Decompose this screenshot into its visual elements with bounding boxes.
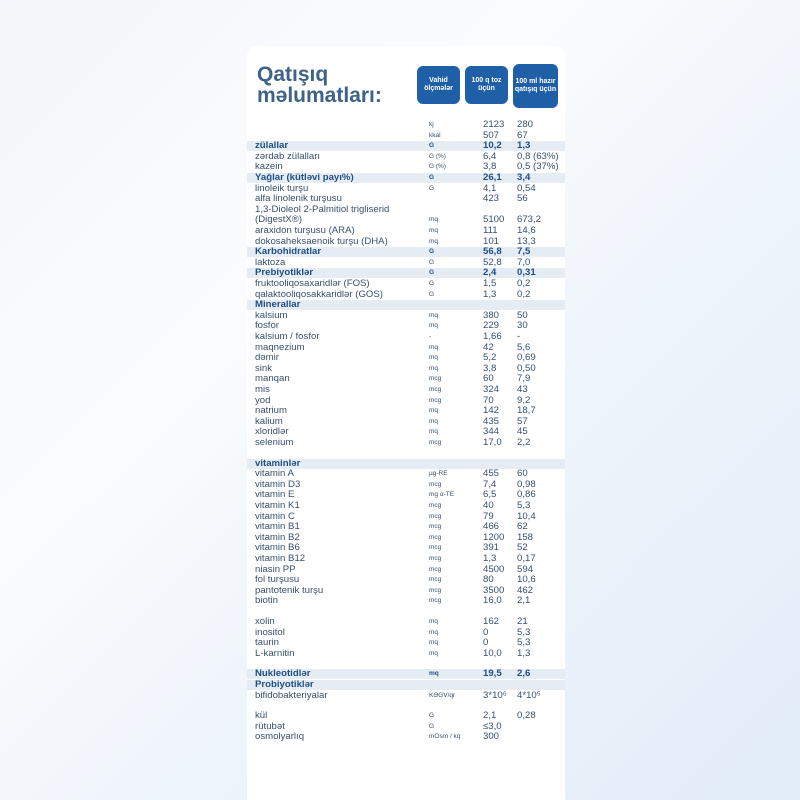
- table-row: [247, 406, 565, 416]
- row-label: natrium: [255, 405, 287, 417]
- row-value-100ml: 30: [517, 320, 528, 332]
- row-value-100g: 3*10⁶: [483, 689, 507, 701]
- section-row: [247, 680, 565, 690]
- row-value-100ml: 0,8 (63%): [517, 150, 559, 162]
- row-value-100g: 455: [483, 468, 500, 480]
- row-value-100g: 101: [483, 235, 500, 247]
- row-unit: mq: [429, 364, 439, 372]
- row-label: bifidobakteriyalar: [255, 689, 328, 701]
- row-value-100g: 0: [483, 637, 489, 649]
- row-value-100g: 10,0: [483, 647, 502, 659]
- row-label: linoleik turşu: [255, 182, 309, 194]
- row-value-100g: 466: [483, 521, 500, 533]
- table-row: [247, 596, 565, 606]
- table-row: [247, 343, 565, 353]
- row-unit: mq: [429, 618, 439, 625]
- row-label: zülallar: [255, 140, 289, 152]
- row-label: vitamin E: [255, 489, 295, 501]
- row-unit: mq: [429, 407, 439, 415]
- row-value-100g: 17,0: [483, 437, 502, 448]
- table-row: [247, 533, 565, 543]
- row-label: Prebiyotiklər: [255, 267, 314, 279]
- row-value-100g: 6,5: [483, 489, 497, 501]
- row-value-100ml: 158: [517, 531, 534, 543]
- row-value-100g: 324: [483, 384, 500, 395]
- row-unit: mq: [429, 227, 439, 234]
- row-unit: G (%): [429, 163, 446, 171]
- table-row: [247, 711, 565, 721]
- row-unit: mcg: [429, 512, 442, 520]
- table-row: [247, 237, 565, 247]
- table-row: [247, 554, 565, 564]
- row-value-100g: 111: [483, 225, 498, 236]
- row-label: Yağlar (kütləvi payı%): [255, 172, 354, 183]
- row-unit: mq: [429, 311, 439, 319]
- row-unit: mcg: [429, 565, 442, 573]
- table-row: [247, 205, 565, 215]
- row-unit: mcg: [429, 533, 442, 541]
- row-value-100g: 1,5: [483, 278, 497, 289]
- row-value-100g: 70: [483, 394, 494, 406]
- row-value-100g: 142: [483, 405, 500, 417]
- row-unit: kj: [429, 121, 434, 128]
- row-value-100ml: 43: [517, 384, 528, 395]
- column-header-100ml: 100 ml hazır qatışıq üçün: [513, 64, 558, 108]
- table-row: [247, 162, 565, 172]
- table-row: [247, 480, 565, 490]
- row-value-100g: 507: [483, 129, 500, 141]
- page-title: [257, 64, 382, 106]
- row-label: fol turşusu: [255, 574, 300, 586]
- row-label: taurin: [255, 637, 279, 649]
- row-value-100g: 344: [483, 426, 500, 438]
- row-value-100ml: 10,6: [517, 574, 536, 586]
- table-row: [247, 374, 565, 384]
- row-value-100g: 2,1: [483, 710, 497, 722]
- row-value-100g: 229: [483, 320, 500, 332]
- row-label: selenium: [255, 437, 294, 448]
- row-label: araxidon turşusu (ARA): [255, 225, 355, 236]
- row-value-100g: 3,8: [483, 161, 497, 173]
- table-row: [247, 258, 565, 268]
- row-value-100ml: 0,86: [517, 489, 536, 501]
- table-row: [247, 722, 565, 732]
- row-value-100g: 5,2: [483, 352, 497, 364]
- row-value-100ml: 45: [517, 426, 528, 438]
- row-label: Karbohidratlar: [255, 246, 322, 258]
- row-value-100ml: 0,2: [517, 288, 531, 300]
- table-row: [247, 438, 565, 448]
- row-value-100g: 4,1: [483, 182, 497, 194]
- section-row: [247, 300, 565, 310]
- table-row: [247, 131, 565, 141]
- row-value-100g: 2123: [483, 119, 505, 130]
- table-row: [247, 617, 565, 627]
- row-value-100ml: 18,7: [517, 405, 536, 417]
- row-unit: G: [429, 184, 435, 192]
- row-value-100ml: 2,2: [517, 437, 531, 448]
- row-unit: -: [429, 333, 432, 340]
- row-unit: mOsm / kq: [429, 733, 461, 741]
- row-label: manqan: [255, 373, 290, 385]
- row-label: (DigestX®): [255, 214, 303, 226]
- table-row: [247, 290, 565, 300]
- row-value-100ml: 62: [517, 521, 528, 533]
- row-value-100ml: 60: [517, 468, 528, 480]
- table-row: [247, 152, 565, 162]
- row-value-100ml: 673,2: [517, 214, 542, 226]
- row-unit: G: [429, 174, 435, 181]
- row-value-100ml: -: [517, 331, 521, 342]
- row-label: osmolyarlıq: [255, 731, 305, 743]
- row-value-100ml: 4*10⁵: [517, 689, 541, 701]
- table-row: [247, 184, 565, 194]
- row-unit: G: [429, 722, 435, 730]
- row-value-100g: 1,3: [483, 288, 497, 300]
- row-label: maqnezium: [255, 341, 305, 353]
- row-label: inositol: [255, 626, 285, 638]
- row-unit: G: [429, 248, 435, 256]
- row-label: vitamin B1: [255, 521, 300, 533]
- row-value-100g: 10,2: [483, 140, 502, 152]
- row-unit: mq: [429, 428, 439, 436]
- table-row: [247, 353, 565, 363]
- row-value-100g: 391: [483, 542, 500, 554]
- table-row: [247, 120, 565, 130]
- row-value-100ml: 0,2: [517, 278, 531, 289]
- table-row: [247, 226, 565, 236]
- row-value-100ml: 1,3: [517, 140, 531, 152]
- table-row: [247, 321, 565, 331]
- row-value-100ml: 462: [517, 584, 534, 596]
- row-label: sink: [255, 362, 273, 374]
- row-value-100g: 56,8: [483, 246, 502, 258]
- row-label: L-karnitin: [255, 647, 295, 659]
- row-value-100ml: 0,50: [517, 362, 536, 374]
- row-value-100ml: 50: [517, 309, 528, 321]
- row-value-100g: 42: [483, 341, 494, 353]
- row-unit: G: [429, 290, 435, 298]
- section-row: [247, 459, 565, 469]
- row-unit: G: [429, 269, 435, 277]
- row-value-100ml: 0,5 (37%): [517, 161, 559, 173]
- row-value-100ml: 0,69: [517, 352, 536, 364]
- table-row: [247, 279, 565, 289]
- row-label: yod: [255, 394, 271, 406]
- row-unit: mcg: [429, 555, 442, 562]
- row-value-100g: 40: [483, 500, 494, 511]
- row-value-100ml: 0,54: [517, 182, 536, 194]
- row-label: rütubət: [255, 720, 285, 732]
- row-value-100g: 1,66: [483, 331, 502, 342]
- nutrition-card: [247, 46, 565, 800]
- table-row: [247, 215, 565, 225]
- row-unit: mq: [429, 649, 439, 657]
- row-unit: G: [429, 280, 435, 287]
- table-row: [247, 311, 565, 321]
- row-value-100g: 6,4: [483, 150, 497, 162]
- row-unit: mcg: [429, 502, 442, 509]
- row-value-100ml: 7,5: [517, 246, 531, 258]
- table-row: [247, 586, 565, 596]
- row-value-100g: 300: [483, 731, 500, 743]
- row-value-100g: 380: [483, 309, 500, 321]
- row-label: fruktooliqosaxaridlər (FOS): [255, 278, 370, 289]
- row-unit: mq: [429, 354, 439, 362]
- row-unit: mq: [429, 628, 439, 636]
- row-unit: mq: [429, 417, 439, 425]
- row-label: vitaminlər: [255, 457, 301, 469]
- row-value-100ml: 13,3: [517, 235, 536, 247]
- row-label: Nukleotidlər: [255, 668, 311, 680]
- row-value-100g: 1200: [483, 531, 505, 543]
- table-row: [247, 522, 565, 532]
- row-value-100ml: 0,17: [517, 553, 536, 564]
- row-value-100g: ≤3,0: [483, 720, 502, 732]
- row-value-100g: 16,0: [483, 595, 502, 607]
- table-row: [247, 543, 565, 553]
- row-value-100g: 162: [483, 616, 500, 627]
- row-label: kül: [255, 710, 268, 722]
- row-unit: mcg: [429, 396, 442, 404]
- row-value-100ml: 0,31: [517, 267, 536, 279]
- row-value-100ml: 2,1: [517, 595, 531, 607]
- row-label: biotin: [255, 595, 278, 607]
- row-value-100ml: 9,2: [517, 394, 531, 406]
- row-value-100g: 52,8: [483, 256, 502, 268]
- row-value-100ml: 5,3: [517, 626, 531, 638]
- row-unit: mq: [429, 639, 439, 647]
- row-unit: mcg: [429, 480, 442, 488]
- table-row: [247, 501, 565, 511]
- row-value-100ml: 0,98: [517, 478, 536, 490]
- row-label: fosfor: [255, 320, 279, 332]
- title-line-1: Qatışıq: [257, 63, 329, 86]
- row-unit: mcg: [429, 586, 442, 594]
- row-label: pantotenik turşu: [255, 584, 324, 596]
- row-unit: mcg: [429, 386, 442, 393]
- row-value-100ml: 2,6: [517, 668, 531, 680]
- row-value-100ml: 1,3: [517, 647, 531, 659]
- column-header-100g: 100 q toz üçün: [465, 66, 508, 104]
- row-unit: mcg: [429, 523, 442, 531]
- row-value-100g: 26,1: [483, 172, 502, 183]
- row-label: dəmir: [255, 352, 279, 364]
- row-label: laktoza: [255, 256, 286, 268]
- row-label: Probiyotiklər: [255, 679, 314, 690]
- title-line-2: məlumatları:: [257, 84, 382, 107]
- row-label: alfa linolenik turşusu: [255, 193, 342, 205]
- row-unit: mcg: [429, 576, 442, 584]
- row-label: 1,3-Dioleol 2-Palmitiol trigliserid: [255, 203, 390, 215]
- row-value-100g: 435: [483, 415, 500, 427]
- row-value-100ml: 280: [517, 119, 534, 130]
- table-row: [247, 512, 565, 522]
- row-unit: KƏGV/qr: [429, 691, 456, 699]
- row-value-100g: 5100: [483, 214, 505, 226]
- row-label: Minerallar: [255, 299, 301, 311]
- row-value-100ml: 21: [517, 616, 528, 627]
- row-label: kazein: [255, 161, 283, 173]
- row-label: vitamin A: [255, 468, 294, 480]
- row-value-100g: 2,4: [483, 267, 497, 279]
- row-value-100ml: 3,4: [517, 172, 531, 183]
- row-unit: G: [429, 712, 435, 720]
- row-label: xloridlər: [255, 426, 289, 438]
- row-value-100ml: 10,4: [517, 510, 536, 522]
- row-value-100ml: 56: [517, 193, 528, 205]
- row-label: kalsium: [255, 309, 288, 321]
- row-unit: G (%): [429, 152, 446, 160]
- row-value-100g: 79: [483, 510, 494, 522]
- row-value-100ml: 57: [517, 415, 528, 427]
- row-value-100g: 60: [483, 373, 494, 385]
- row-value-100ml: 0,28: [517, 710, 536, 722]
- row-unit: mq: [429, 237, 439, 245]
- table-row: [247, 490, 565, 500]
- row-label: vitamin B12: [255, 553, 306, 564]
- row-label: vitamin K1: [255, 500, 300, 511]
- row-label: kalsium / fosfor: [255, 331, 320, 342]
- row-value-100g: 3500: [483, 584, 505, 596]
- row-value-100ml: 5,3: [517, 500, 531, 511]
- row-value-100ml: 5,3: [517, 637, 531, 649]
- row-unit: G: [429, 258, 435, 266]
- row-value-100g: 19,5: [483, 668, 502, 680]
- table-row: [247, 691, 565, 701]
- row-label: qalaktooliqosakkaridlər (GOS): [255, 288, 383, 300]
- row-unit: kkal: [429, 131, 441, 139]
- section-row: [247, 141, 565, 151]
- table-row: [247, 364, 565, 374]
- row-value-100g: 7,4: [483, 478, 497, 490]
- table-row: [247, 649, 565, 659]
- row-value-100ml: 7,0: [517, 256, 531, 268]
- row-value-100ml: 594: [517, 563, 534, 575]
- row-value-100g: 423: [483, 193, 500, 205]
- row-label: dokosaheksaenoik turşu (DHA): [255, 235, 388, 247]
- row-value-100g: 4500: [483, 563, 505, 575]
- section-row: [247, 247, 565, 257]
- row-unit: mg α-TE: [429, 491, 455, 499]
- table-row: [247, 565, 565, 575]
- row-unit: µg-RE: [429, 470, 448, 478]
- row-value-100g: 1,3: [483, 553, 497, 564]
- table-row: [247, 417, 565, 427]
- table-row: [247, 469, 565, 479]
- section-row: [247, 173, 565, 183]
- table-row: [247, 385, 565, 395]
- row-value-100g: 0: [483, 626, 489, 638]
- row-value-100ml: 67: [517, 129, 528, 141]
- row-unit: mcg: [429, 375, 442, 383]
- table-row: [247, 638, 565, 648]
- row-label: xolin: [255, 616, 275, 627]
- section-row: [247, 669, 565, 679]
- row-value-100ml: 14,6: [517, 225, 536, 236]
- table-row: [247, 194, 565, 204]
- row-unit: mcg: [429, 544, 442, 552]
- table-row: [247, 427, 565, 437]
- row-value-100g: 3,8: [483, 362, 497, 374]
- row-value-100ml: 7,9: [517, 373, 531, 385]
- row-value-100g: 80: [483, 574, 494, 586]
- row-value-100ml: 5,6: [517, 341, 531, 353]
- table-row: [247, 332, 565, 342]
- table-row: [247, 396, 565, 406]
- row-label: kalium: [255, 415, 283, 427]
- row-label: vitamin C: [255, 510, 295, 522]
- row-unit: mq: [429, 343, 439, 351]
- row-label: mis: [255, 384, 270, 395]
- row-unit: mq: [429, 322, 439, 330]
- row-unit: G: [429, 142, 435, 150]
- row-label: niasin PP: [255, 563, 296, 575]
- column-header-unit: Vahid ölçmələr: [417, 66, 460, 104]
- section-row: [247, 268, 565, 278]
- row-label: zərdab zülalları: [255, 150, 321, 162]
- row-value-100ml: 52: [517, 542, 528, 554]
- row-unit: mcg: [429, 439, 442, 446]
- row-label: vitamin B6: [255, 542, 300, 554]
- row-unit: mq: [429, 216, 439, 224]
- table-row: [247, 575, 565, 585]
- row-unit: mq: [429, 670, 439, 678]
- table-row: [247, 732, 565, 742]
- row-label: vitamin D3: [255, 478, 301, 490]
- table-row: [247, 628, 565, 638]
- row-label: vitamin B2: [255, 531, 300, 543]
- row-unit: mcg: [429, 597, 442, 605]
